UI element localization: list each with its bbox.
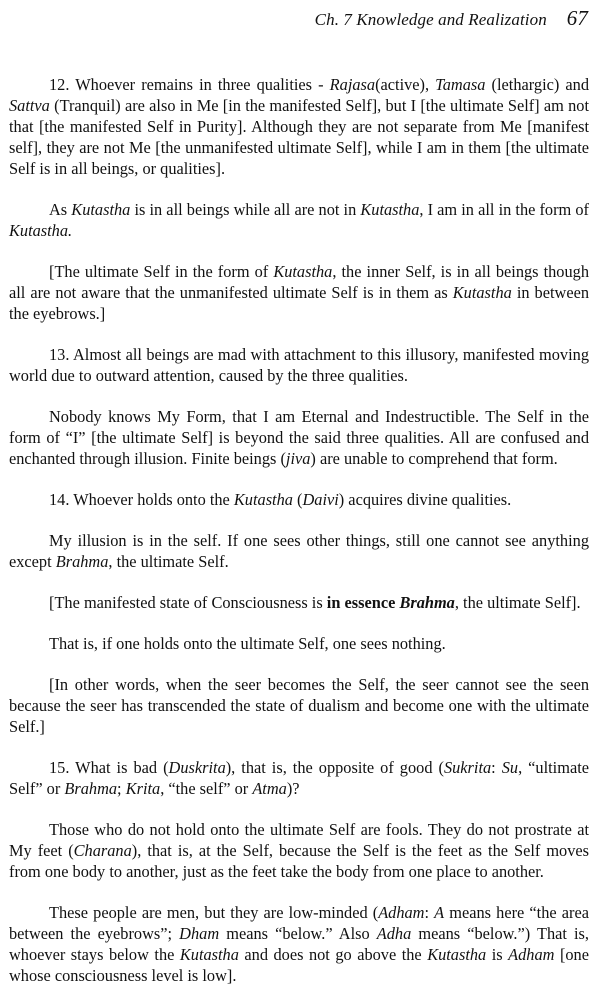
italic-term: Su	[501, 758, 519, 777]
text-run: These people are men, but they are low-minded (	[49, 903, 379, 922]
bold-text: in essence	[326, 593, 400, 612]
text-run: 15. What is bad (	[49, 758, 169, 777]
chapter-title: Ch. 7 Knowledge and Realization	[314, 10, 547, 29]
text-run: means “below.” Also	[219, 924, 377, 943]
text-run: [In other words, when the seer becomes the Self, the seer cannot see the seen because the seer has transcended the state of dualism and become one with the ultimate Self.]	[9, 675, 589, 736]
page-number: 67	[566, 6, 588, 30]
paragraph-consciousness-note	[9, 592, 589, 613]
paragraph-verse-13	[9, 344, 589, 386]
text-run: ), that is, the opposite of good (	[225, 758, 444, 777]
italic-term: jiva	[285, 449, 311, 468]
text-run: [The ultimate Self in the form of	[49, 262, 274, 281]
text-run: , “ultimate Self” or	[9, 758, 589, 798]
text-run: is	[486, 945, 509, 964]
italic-term: Adham	[378, 903, 425, 922]
text-run: )?	[286, 779, 300, 798]
text-run: in between the eyebrows.]	[9, 283, 590, 323]
text-run: 12. Whoever remains in three qualities -	[49, 75, 330, 94]
italic-term: Brahma	[55, 552, 109, 571]
paragraph-kutastha-in-all	[9, 199, 589, 241]
text-run: ) acquires divine qualities.	[338, 490, 512, 509]
text-run: :	[424, 903, 435, 922]
text-run: Those who do not hold onto the ultimate Self are fools. They do not prostrate at My feet (	[9, 820, 589, 860]
italic-term: Rajasa	[329, 75, 376, 94]
italic-term: Atma	[252, 779, 287, 798]
paragraph-my-form	[9, 406, 589, 469]
paragraph-verse-12	[9, 74, 589, 179]
text-run: , the ultimate Self].	[454, 593, 581, 612]
body-text	[9, 74, 589, 986]
italic-term: Tamasa	[435, 75, 486, 94]
text-run: , the inner Self, is in all beings though all are not aware that the unmanifested ultimate Self is in them as	[9, 262, 589, 302]
text-run: and does not go above the	[238, 945, 428, 964]
italic-term: Kutastha	[233, 490, 293, 509]
paragraph-low-minded	[9, 902, 589, 986]
italic-term: Kutastha	[427, 945, 487, 964]
text-run: (Tranquil) are also in Me [in the manifested Self], but I [the ultimate Self] am not that [the manifested Self in Purity]. Although they are not separate from Me [manifest self], they are not Me [the unmanifested ultimate Self], while I am in them [the ultimate Self is in all beings, or qualities].	[9, 96, 589, 178]
paragraph-inner-self-note	[9, 261, 589, 324]
italic-term: Kutastha	[452, 283, 512, 302]
text-run: , I am in all in the form of	[419, 200, 589, 219]
text-run: (active),	[375, 75, 436, 94]
italic-term: Kutastha.	[9, 221, 73, 240]
text-run: As	[49, 200, 72, 219]
italic-term: Kutastha	[273, 262, 333, 281]
italic-term: Brahma	[399, 593, 455, 612]
text-run: ;	[117, 779, 126, 798]
italic-term: Krita	[125, 779, 161, 798]
text-run: means “below.”) That is, whoever stays below the	[9, 924, 590, 964]
text-run: (	[292, 490, 303, 509]
text-run: is in all beings while all are not in	[130, 200, 361, 219]
text-run: means here “the area between the eyebrows”;	[9, 903, 589, 943]
text-run: (lethargic) and	[485, 75, 590, 94]
italic-term: Kutastha	[179, 945, 239, 964]
italic-term: Duskrita	[168, 758, 226, 777]
paragraph-seer-note	[9, 674, 589, 737]
text-run: ) are unable to comprehend that form.	[310, 449, 558, 468]
italic-term: Kutastha	[360, 200, 420, 219]
italic-term: Sukrita	[443, 758, 492, 777]
paragraph-sees-nothing	[9, 633, 589, 654]
text-run: , the ultimate Self.	[108, 552, 229, 571]
text-run: My illusion is in the self. If one sees other things, still one cannot see anything except	[9, 531, 589, 571]
text-run: That is, if one holds onto the ultimate Self, one sees nothing.	[49, 634, 446, 653]
paragraph-verse-15	[9, 757, 589, 799]
paragraph-verse-14	[9, 489, 589, 510]
text-run: Nobody knows My Form, that I am Eternal and Indestructible. The Self in the form of “I” [the ultimate Self] is beyond the said three qualities. All are confused and enchanted through illusion. Finite beings (	[9, 407, 589, 468]
paragraph-illusion	[9, 530, 589, 572]
italic-term: Charana	[73, 841, 132, 860]
text-run: [The manifested state of Consciousness is	[49, 593, 327, 612]
text-run: ), that is, at the Self, because the Self is the feet as the Self moves from one body to another, just as the feet take the body from one place to another.	[9, 841, 589, 881]
italic-term: Daivi	[302, 490, 339, 509]
italic-term: Sattva	[9, 96, 50, 115]
italic-term: A	[434, 903, 445, 922]
running-head	[315, 6, 588, 31]
italic-term: Kutastha	[71, 200, 131, 219]
italic-term: Adham	[508, 945, 555, 964]
text-run: :	[491, 758, 502, 777]
italic-term: Adha	[376, 924, 412, 943]
text-run: 13. Almost all beings are mad with attachment to this illusory, manifested moving world due to outward attention, caused by the three qualities.	[9, 345, 589, 385]
text-run: 14. Whoever holds onto the	[49, 490, 234, 509]
paragraph-fools	[9, 819, 589, 882]
italic-term: Brahma	[64, 779, 118, 798]
italic-term: Dham	[179, 924, 220, 943]
text-run: [one whose consciousness level is low].	[9, 945, 589, 985]
text-run: , “the self” or	[160, 779, 253, 798]
